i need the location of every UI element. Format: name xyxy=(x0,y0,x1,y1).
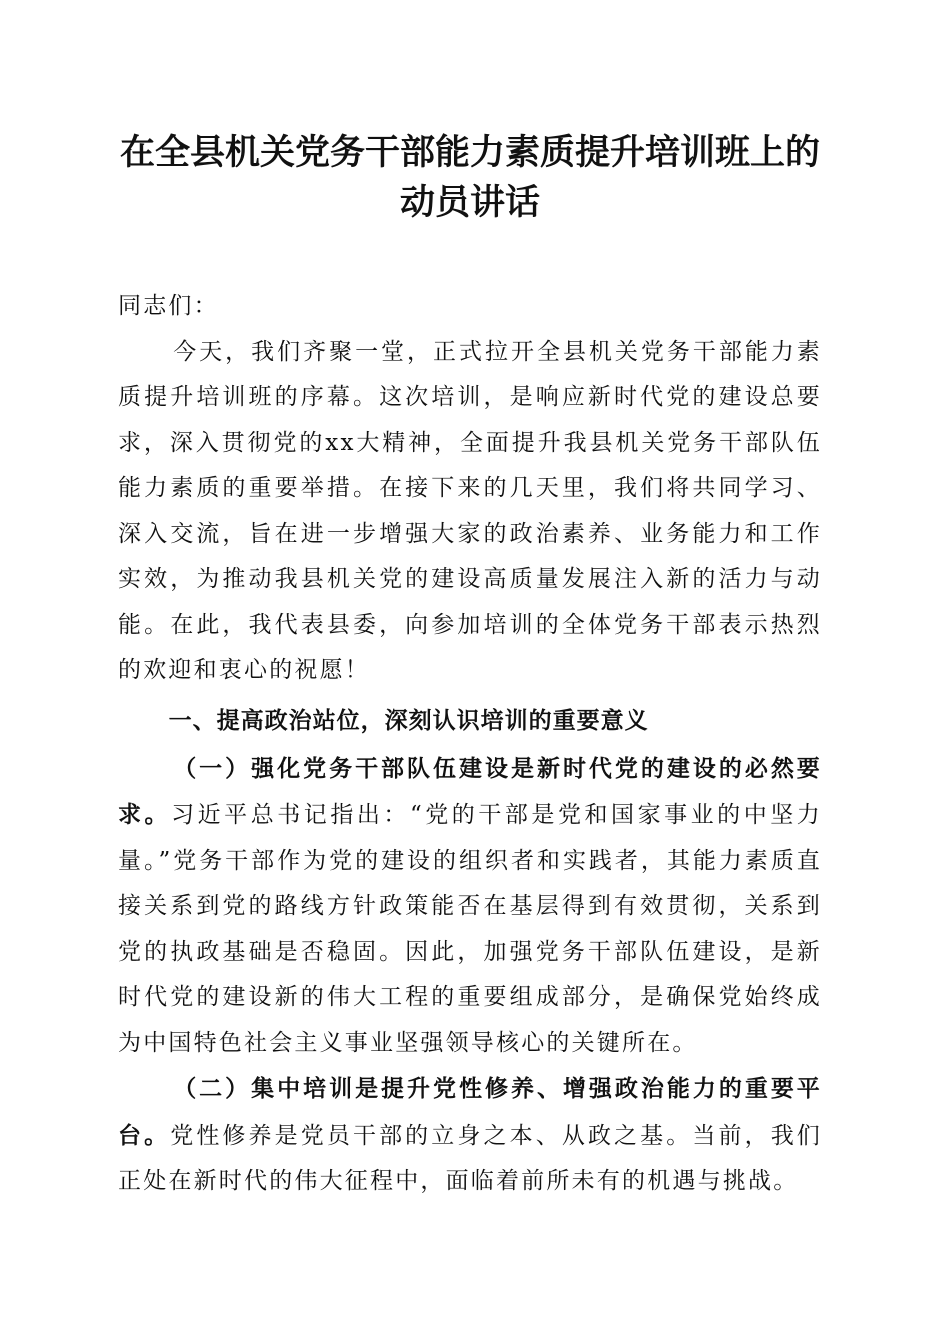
section-1-heading: 一、提高政治站位，深刻认识培训的重要意义 xyxy=(168,707,649,734)
point-1-lead: （一）强化党务干部队伍建设是新时代党的建设的必然要求。 xyxy=(118,754,822,828)
document-title xyxy=(118,128,822,228)
document-page xyxy=(118,128,822,1205)
intro-paragraph: 今天，我们齐聚一堂，正式拉开全县机关党务干部能力素质提升培训班的序幕。这次培训，是响应新时代党的建设总要求，深入贯彻党的xx大精神，全面提升我县机关党务干部队伍能力素质的重要举措。在接下来的几天里，我们将共同学习、深入交流，旨在进一步增强大家的政治素养、业务能力和工作实效，为推动我县机关党的建设高质量发展注入新的活力与动能。在此，我代表县委，向参加培训的全体党务干部表示热烈的欢迎和衷心的祝愿！ xyxy=(118,338,822,683)
title-line-1: 在全县机关党务干部能力素质提升培训班上的 xyxy=(119,132,820,173)
point-2-body: 党性修养是党员干部的立身之本、从政之基。当前，我们正处在新时代的伟大征程中，面临着前所未有的机遇与挑战。 xyxy=(118,1122,822,1194)
point-2-lead: （二）集中培训是提升党性修养、增强政治能力的重要平台。 xyxy=(118,1075,822,1149)
point-1-body: 习近平总书记指出：“党的干部是党和国家事业的中坚力量。”党务干部作为党的建设的组织者和实践者，其能力素质直接关系到党的路线方针政策能否在基层得到有效贯彻，关系到党的执政基础是否稳固。因此，加强党务干部队伍建设，是新时代党的建设新的伟大工程的重要组成部分，是确保党始终成为中国特色社会主义事业坚强领导核心的关键所在。 xyxy=(118,802,823,1056)
title-line-2: 动员讲话 xyxy=(399,182,540,223)
salutation: 同志们： xyxy=(118,293,219,319)
point-1-paragraph xyxy=(118,746,822,1067)
point-2-paragraph xyxy=(118,1066,822,1205)
